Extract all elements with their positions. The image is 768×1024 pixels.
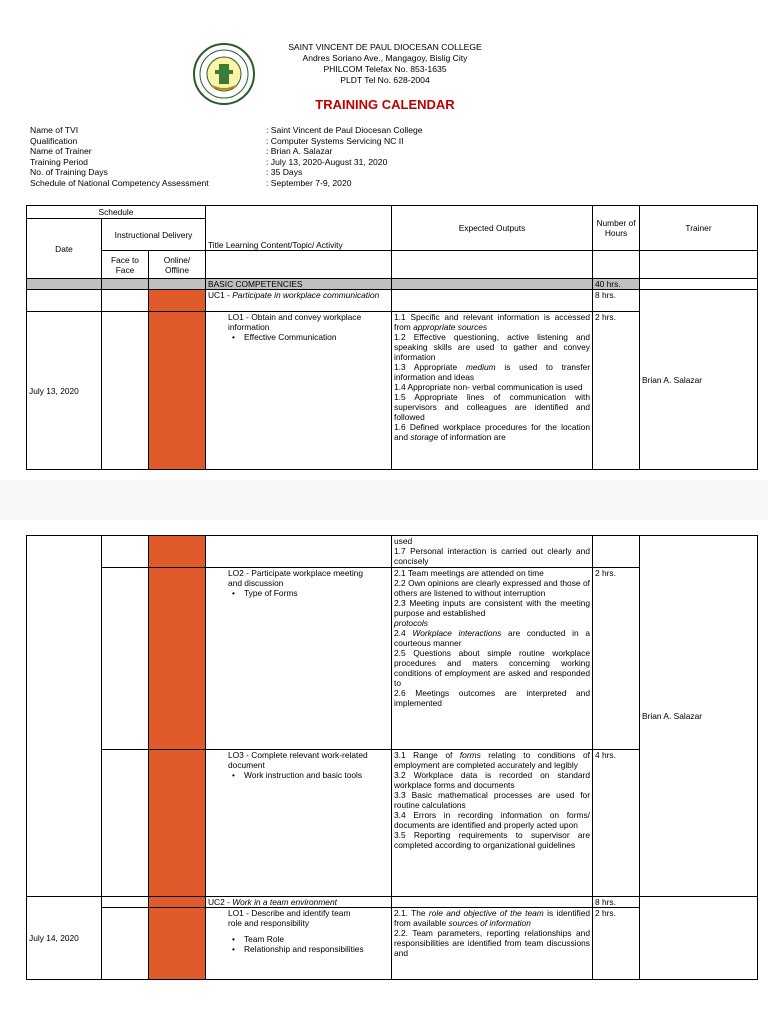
table-cell <box>392 251 593 279</box>
table-cell <box>149 279 206 290</box>
school-telefax: PHILCOM Telefax No. 853-1635 <box>323 64 447 74</box>
table-cell <box>102 908 149 980</box>
table-cell <box>102 290 149 312</box>
info-row: Training Period : July 13, 2020-August 31, 2020 <box>30 156 388 167</box>
uc2-lo1-content <box>206 908 392 980</box>
th-title: Title Learning Content/Topic/ Activity <box>206 206 392 251</box>
page-title: TRAINING CALENDAR <box>315 97 455 112</box>
th-instructional: Instructional Delivery <box>102 219 206 251</box>
info-row: Schedule of National Competency Assessment : September 7-9, 2020 <box>30 177 352 188</box>
lo3-hours: 4 hrs. <box>593 750 640 897</box>
trainer-name: Brian A. Salazar <box>640 290 758 470</box>
table-cell <box>27 290 102 312</box>
lo2-hours: 2 hrs. <box>593 568 640 750</box>
training-info <box>30 125 530 188</box>
uc1-hours: 8 hrs. <box>593 290 640 312</box>
lo3-bullet: • Work instruction and basic tools <box>208 770 389 780</box>
th-online: Online/ Offline <box>149 251 206 279</box>
lo1-outputs: 1.1 Specific and relevant information is accessed from appropriate sources 1.2 Effective questioning, active listening and speaking skills are used to gather and convey information 1.3 Appropriate medium is used to transfer information and ideas 1.4 Appropriate non- verbal communication is used 1.5 Appropriate lines of communication with supervisors and colleagues are identified and followed 1.6 Defined workplace procedures for the location and storage of information are <box>392 312 593 470</box>
table-cell <box>593 536 640 568</box>
online-cell <box>149 290 206 312</box>
college-seal-logo <box>192 42 256 106</box>
uc2-lo1-title: LO1 - Describe and identify team role and responsibility <box>228 908 351 928</box>
uc2-title: UC2 - Work in a team environment <box>206 897 392 908</box>
table-cell <box>102 897 149 908</box>
table-cell <box>27 536 102 897</box>
table-cell <box>640 279 758 290</box>
table-cell <box>640 897 758 980</box>
school-address: Andres Soriano Ave., Mangagoy, Bislig City <box>302 53 468 63</box>
table-cell <box>102 312 149 470</box>
calendar-table-page1 <box>26 205 758 470</box>
page-1 <box>0 0 768 480</box>
table-cell <box>392 897 593 908</box>
table-cell <box>206 251 392 279</box>
info-row: No. of Training Days : 35 Days <box>30 167 303 177</box>
lo1-bullet: • Effective Communication <box>208 332 389 342</box>
uc2-lo1-bullet: • Team Role <box>208 934 389 944</box>
table-cell <box>593 251 640 279</box>
date-july-14: July 14, 2020 <box>27 897 102 980</box>
table-cell <box>102 536 149 568</box>
th-face: Face to Face <box>102 251 149 279</box>
table-cell <box>102 279 149 290</box>
basic-hours: 40 hrs. <box>593 279 640 290</box>
table-cell <box>27 279 102 290</box>
lo3-outputs: 3.1 Range of forms relating to conditions of employment are completed accurately and legibly 3.2 Workplace data is recorded on standard workplace forms and documents 3.3 Basic mathematical processes are used for routine calculations 3.4 Errors in recording information on forms/ documents are identified and properly acted upon 3.5 Reporting requirements to supervisor are completed according to organizational guidelines <box>392 750 593 897</box>
lo2-bullet: • Type of Forms <box>208 588 389 598</box>
info-row: Name of TVI : Saint Vincent de Paul Diocesan College <box>30 125 423 135</box>
lo3-title: LO3 - Complete relevant work-related document <box>228 750 368 770</box>
trainer-name-2: Brian A. Salazar <box>640 536 758 897</box>
table-cell <box>102 750 149 897</box>
uc2-lo1-hours: 2 hrs. <box>593 908 640 980</box>
uc2-lo1-bullet: • Relationship and responsibilities <box>208 944 389 954</box>
online-cell <box>149 568 206 750</box>
school-name: SAINT VINCENT DE PAUL DIOCESAN COLLEGE <box>288 42 482 52</box>
lo2-title: LO2 - Participate workplace meeting and discussion <box>228 568 363 588</box>
th-schedule: Schedule <box>27 206 206 219</box>
table-cell <box>392 279 593 290</box>
lo1-title: LO1 - Obtain and convey workplace information <box>228 312 362 332</box>
table-cell <box>102 568 149 750</box>
info-row: Name of Trainer : Brian A. Salazar <box>30 146 333 156</box>
uc1-title: UC1 - Participate in workplace communication <box>206 290 392 312</box>
calendar-table-page2 <box>26 535 758 980</box>
lo2-content <box>206 568 392 750</box>
page-gap <box>0 480 768 520</box>
online-cell <box>149 312 206 470</box>
lo3-content <box>206 750 392 897</box>
lo1-content <box>206 312 392 470</box>
uc2-hours: 8 hrs. <box>593 897 640 908</box>
online-cell <box>149 750 206 897</box>
lo2-outputs: 2.1 Team meetings are attended on time 2.2 Own opinions are clearly expressed and those of others are listened to without interruption 2.3 Meeting inputs are consistent with the meeting purpose and established protocols 2.4 Workplace interactions are conducted in a courteous manner 2.5 Questions about simple routine workplace procedures and maters concerning working conditions of employment are asked and responded to 2.6 Meetings outcomes are interpreted and implemented <box>392 568 593 750</box>
uc2-lo1-outputs: 2.1. The role and objective of the team is identified from available sources of information 2.2. Team parameters, reporting relationships and responsibilities are identified from team discussions and <box>392 908 593 980</box>
school-tel: PLDT Tel No. 628-2004 <box>340 75 430 85</box>
lo1-hours: 2 hrs. <box>593 312 640 470</box>
table-cell <box>392 290 593 312</box>
table-cell <box>206 536 392 568</box>
th-date: Date <box>27 219 102 279</box>
date-july-13: July 13, 2020 <box>27 312 102 470</box>
th-hours: Number of Hours <box>593 206 640 251</box>
lo1-outputs-cont: used 1.7 Personal interaction is carried out clearly and concisely <box>392 536 593 568</box>
table-cell <box>640 251 758 279</box>
page-2 <box>0 520 768 1024</box>
online-cell <box>149 908 206 980</box>
th-outputs: Expected Outputs <box>392 206 593 251</box>
th-trainer: Trainer <box>640 206 758 251</box>
basic-competencies: BASIC COMPETENCIES <box>206 279 392 290</box>
online-cell <box>149 536 206 568</box>
online-cell <box>149 897 206 908</box>
info-row: Qualification : Computer Systems Servicing NC II <box>30 135 404 146</box>
